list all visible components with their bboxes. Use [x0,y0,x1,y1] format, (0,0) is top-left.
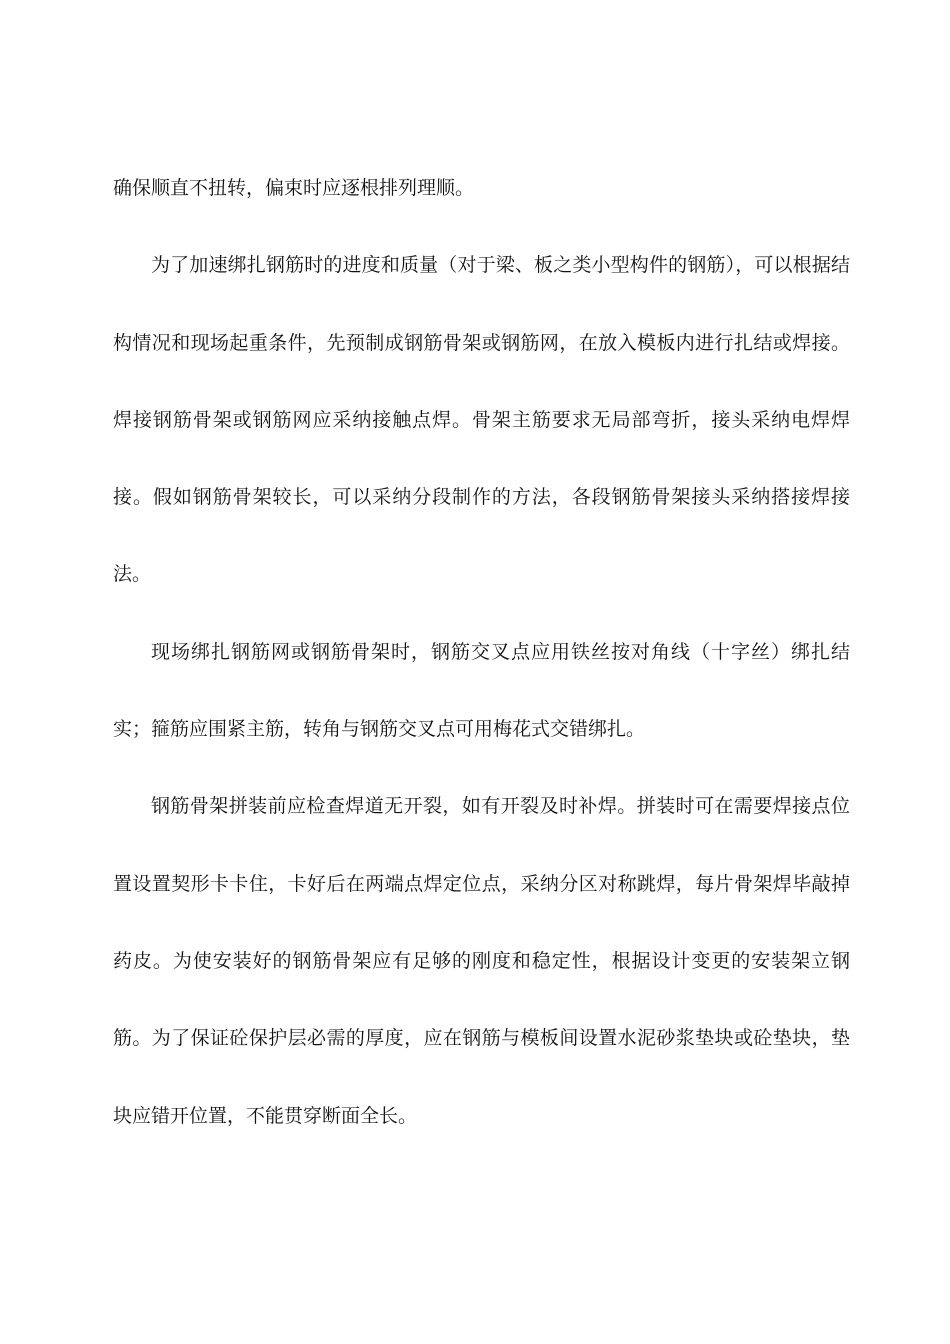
paragraph-continuation: 确保顺直不扭转，偏束时应逐根排列理顺。 [113,177,475,199]
paragraph-site-binding: 现场绑扎钢筋网或钢筋骨架时，钢筋交叉点应用铁丝按对角线（十字丝）绑扎结实；箍筋应围紧主筋，转角与钢筋交叉点可用梅花式交错绑扎。 [113,640,850,741]
document-body [113,150,850,1155]
paragraph-cage-assembly: 钢筋骨架拼装前应检查焊道无开裂，如有开裂及时补焊。拼装时可在需要焊接点位置设置契形卡卡住，卡好后在两端点焊定位点，采纳分区对称跳焊，每片骨架焊毕敲掉药皮。为使安装好的钢筋骨架应有足够的刚度和稳定性，根据设计变更的安装架立钢筋。为了保证砼保护层必需的厚度，应在钢筋与模板间设置水泥砂浆垫块或砼垫块，垫块应错开位置，不能贯穿断面全长。 [113,795,850,1127]
paragraph-prefabricated-cage: 为了加速绑扎钢筋时的进度和质量（对于梁、板之类小型构件的钢筋），可以根据结构情况和现场起重条件，先预制成钢筋骨架或钢筋网，在放入模板内进行扎结或焊接。焊接钢筋骨架或钢筋网应采纳接触点焊。骨架主筋要求无局部弯折，接头采纳电焊焊接。假如钢筋骨架较长，可以采纳分段制作的方法，各段钢筋骨架接头采纳搭接焊接法。 [113,254,850,586]
